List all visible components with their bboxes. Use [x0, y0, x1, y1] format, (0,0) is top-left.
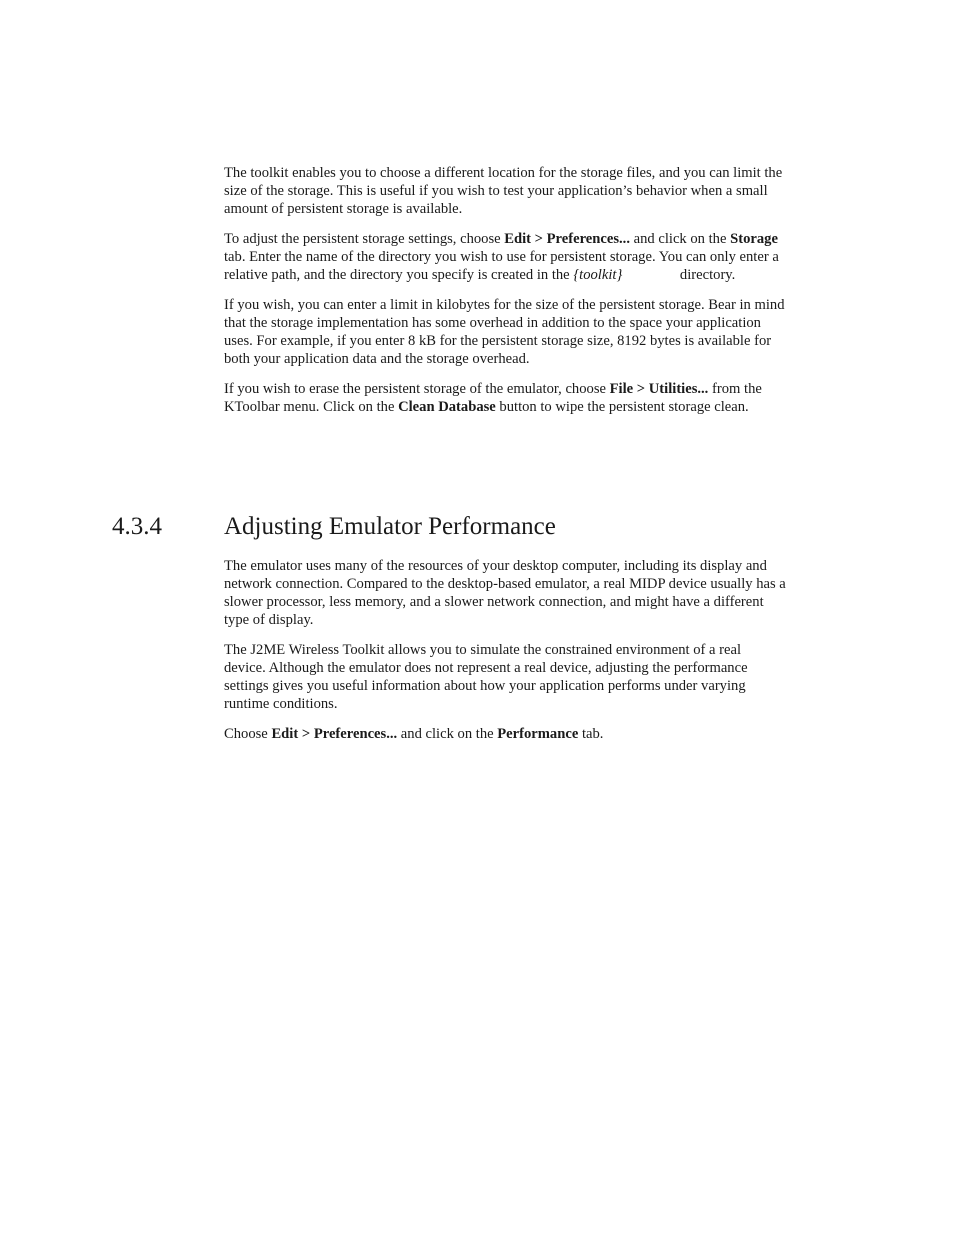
text-run: tab. Enter the name of the directory you wish to use for persistent storage. You can only enter a relative path, and the directory you specify is created in the [224, 249, 779, 283]
storage-tab-name: Storage [730, 231, 778, 247]
text-run: from the KToolbar menu. Click on the [224, 381, 762, 415]
performance-section [224, 557, 786, 743]
storage-paragraph-2 [224, 230, 786, 284]
section-number: 4.3.4 [112, 513, 162, 540]
spacer [224, 218, 786, 230]
spacer [224, 713, 786, 725]
text-run: tab. [578, 726, 604, 742]
text-run: To adjust the persistent storage settings, choose [224, 231, 505, 247]
text-run: and click on the [397, 726, 498, 742]
text-run: Choose [224, 726, 272, 742]
performance-paragraph-1: The emulator uses many of the resources of your desktop computer, including its display and network connection. Compared to the desktop-based emulator, a real MIDP device usually has a slower processor, less memory, and a slower network connection, and might have a different type of display. [224, 558, 786, 628]
spacer [224, 368, 786, 380]
menu-path-file-utilities: File > Utilities... [609, 381, 709, 397]
menu-path-edit-preferences: Edit > Preferences... [504, 231, 630, 247]
storage-paragraph-3: If you wish, you can enter a limit in kilobytes for the size of the persistent storage. Bear in mind that the storage implementation has some overhead in addition to the space your application uses. For example, if you enter 8 kB for the persistent storage size, 8192 bytes is available for both your application data and the storage overhead. [224, 297, 785, 367]
text-run: If you wish to erase the persistent storage of the emulator, choose [224, 381, 610, 397]
storage-paragraph-1: The toolkit enables you to choose a different location for the storage files, and you can limit the size of the storage. This is useful if you wish to test your application’s behavior when a small amount of persistent storage is available. [224, 165, 783, 217]
performance-paragraph-3 [224, 725, 786, 743]
storage-paragraph-4 [224, 380, 786, 416]
text-run: button to wipe the persistent storage clean. [495, 399, 749, 415]
text-run: directory. [676, 267, 736, 283]
section-title: Adjusting Emulator Performance [224, 513, 556, 540]
performance-tab-name: Performance [497, 726, 579, 742]
menu-path-edit-preferences: Edit > Preferences... [271, 726, 398, 742]
spacer [224, 284, 786, 296]
performance-paragraph-2: The J2ME Wireless Toolkit allows you to simulate the constrained environment of a real device. Although the emulator does not represent a real device, adjusting the performance settings gives you useful information about how your application performs under varying runtime conditions. [224, 642, 748, 712]
toolkit-directory: {toolkit} [573, 267, 623, 283]
clean-database-button-name: Clean Database [398, 399, 496, 415]
spacer [224, 629, 786, 641]
storage-section [224, 164, 786, 416]
text-run: and click on the [629, 231, 731, 247]
